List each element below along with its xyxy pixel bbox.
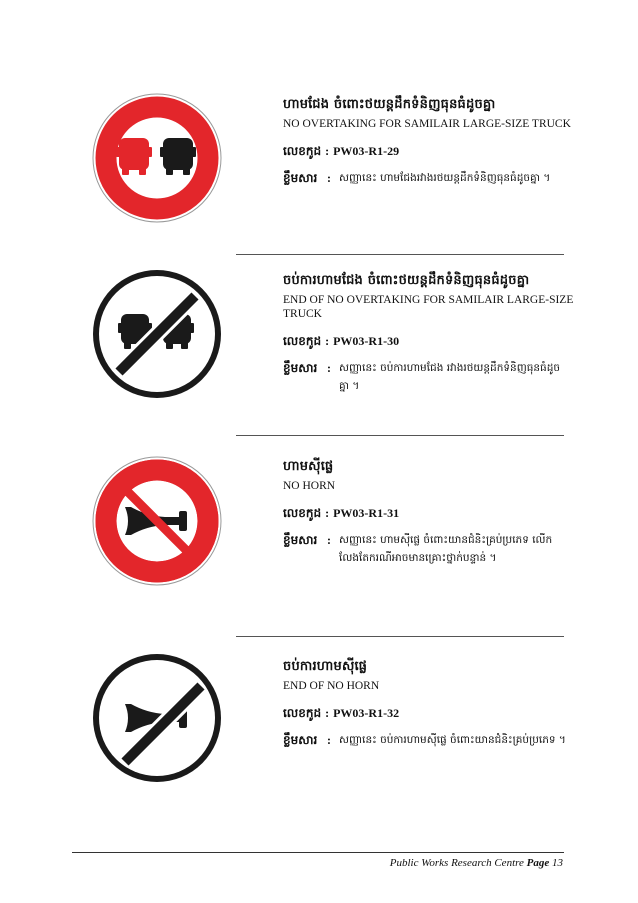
meaning-label: ខ្លឹមសារ	[283, 361, 318, 375]
sign-title-english: END OF NO OVERTAKING FOR SAMILAIR LARGE-SIZE TRUCK	[283, 294, 574, 320]
end-no-horn-sign-icon	[91, 652, 223, 784]
sign-entry-4	[283, 658, 583, 749]
code-separator: :	[325, 506, 330, 520]
sign-code: PW03-R1-32	[333, 706, 400, 720]
sign-title-english: NO HORN	[283, 480, 336, 492]
code-label: លេខកូដ	[283, 506, 322, 520]
code-separator: :	[325, 334, 330, 348]
sign-code: PW03-R1-29	[333, 144, 400, 158]
sign-code: PW03-R1-31	[333, 506, 400, 520]
code-label: លេខកូដ	[283, 334, 322, 348]
meaning-separator: :	[327, 533, 331, 547]
meaning-label: ខ្លឹមសារ	[283, 733, 318, 747]
sign-meaning: សញ្ញានេះ ចប់ការហាមជែង រវាងរថយន្តដឹកទំនិញធុនធំដូចគ្នា ។	[339, 362, 561, 392]
sign-meaning: សញ្ញានេះ ចប់ការហាមស៊ីផ្លេ ចំពោះយានជំនិះគ្រប់ប្រភេទ ។	[339, 734, 566, 746]
code-separator: :	[325, 144, 330, 158]
meaning-separator: :	[327, 733, 331, 747]
code-label: លេខកូដ	[283, 706, 322, 720]
no-horn-sign-icon	[91, 455, 223, 587]
footer-rule	[72, 852, 564, 853]
sign-title-khmer: ហាមជែង ចំពោះថយន្តដឹកទំនិញធុនធំដូចគ្នា	[283, 97, 496, 112]
meaning-label: ខ្លឹមសារ	[283, 171, 318, 185]
sign-code-row	[283, 705, 583, 721]
sign-title-english: NO OVERTAKING FOR SAMILAIR LARGE-SIZE TRUCK	[283, 118, 571, 130]
code-separator: :	[325, 706, 330, 720]
page-footer	[390, 857, 563, 869]
sign-title-khmer: ហាមស៊ីផ្លេ	[283, 459, 334, 474]
end-no-overtaking-trucks-sign-icon	[91, 268, 223, 400]
sign-entry-1	[283, 96, 583, 187]
footer-org: Public Works Research Centre	[389, 857, 524, 869]
sign-title-khmer: ចប់ការហាមជែង ចំពោះថយន្តដឹកទំនិញធុនធំដូចគ្នា	[283, 273, 530, 288]
sign-code-row	[283, 505, 583, 521]
sign-meaning-row	[283, 731, 583, 749]
sign-meaning: សញ្ញានេះ ហាមស៊ីផ្លេ ចំពោះយានជំនិះគ្រប់ប្រភេទ លើកលែងតែករណីអាចមានគ្រោះថ្នាក់បន្ទាន់ ។	[339, 534, 553, 564]
no-overtaking-trucks-sign-icon	[91, 92, 223, 224]
meaning-separator: :	[327, 171, 331, 185]
sign-entry-3	[283, 458, 583, 567]
footer-page-label: Page	[526, 857, 550, 869]
sign-code: PW03-R1-30	[333, 334, 400, 348]
sign-meaning-row	[283, 531, 583, 567]
meaning-label: ខ្លឹមសារ	[283, 533, 318, 547]
sign-entry-2	[283, 272, 583, 395]
footer-page-number: 13	[552, 857, 563, 869]
meaning-separator: :	[327, 361, 331, 375]
sign-meaning: សញ្ញានេះ ហាមជែងរវាងរថយន្តដឹកទំនិញធុនធំដូចគ្នា ។	[339, 172, 551, 184]
sign-meaning-row	[283, 359, 583, 395]
section-divider	[236, 254, 564, 255]
sign-code-row	[283, 143, 583, 159]
sign-code-row	[283, 333, 583, 349]
section-divider	[236, 435, 564, 436]
code-label: លេខកូដ	[283, 144, 322, 158]
sign-title-english: END OF NO HORN	[283, 680, 380, 692]
sign-meaning-row	[283, 169, 583, 187]
section-divider	[236, 636, 564, 637]
sign-title-khmer: ចប់ការហាមស៊ីផ្លេ	[283, 659, 368, 674]
